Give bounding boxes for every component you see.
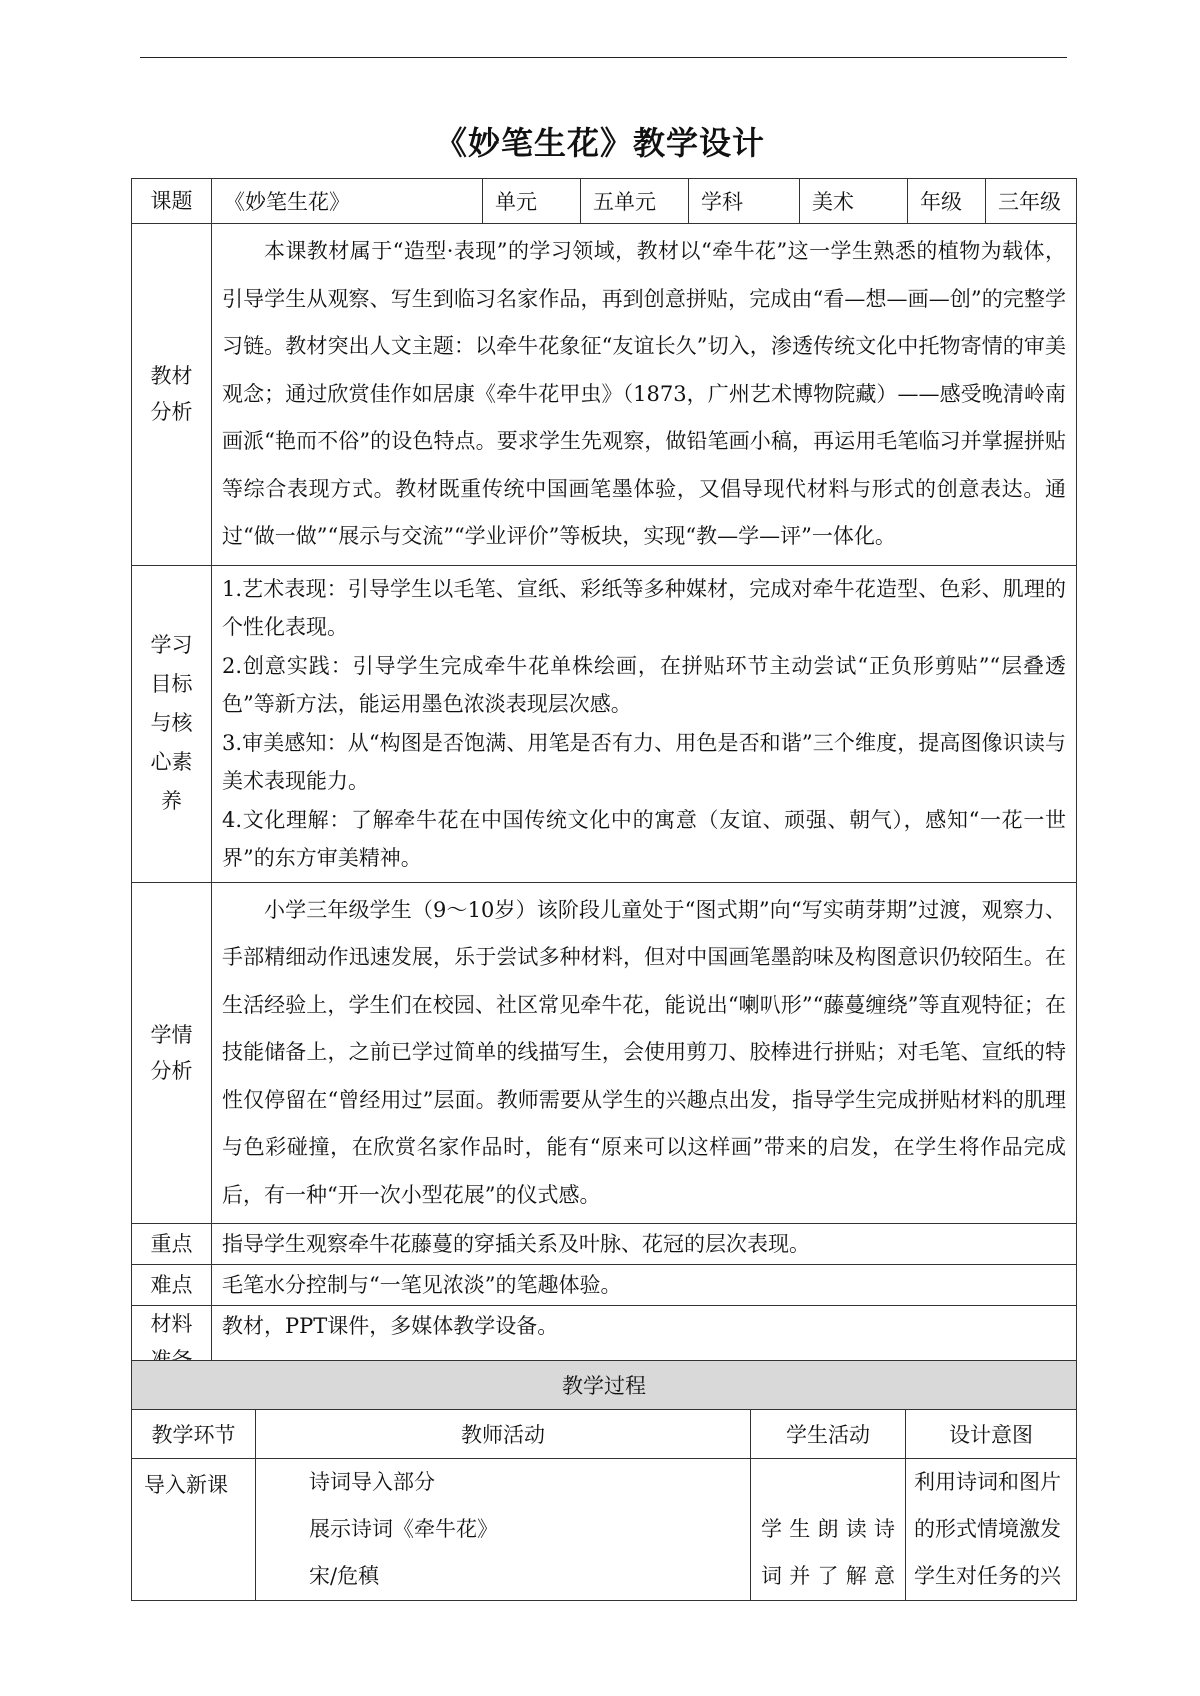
subject-label: 学科 [689, 179, 800, 224]
student-line: 词并了解意 [761, 1564, 895, 1588]
student-line: 学生朗读诗 [761, 1517, 895, 1541]
document-title: 《妙笔生花》教学设计 [434, 124, 765, 162]
process-section-header [132, 1361, 1077, 1410]
difficulty-row [132, 1265, 1077, 1306]
key-point-label: 重点 [132, 1224, 212, 1265]
intent-line: 利用诗词和图片 [914, 1470, 1061, 1494]
stage-cell: 导入新课 [132, 1459, 256, 1601]
teacher-activity-cell [256, 1459, 751, 1601]
teacher-line: 展示诗词《牵牛花》 [309, 1517, 498, 1541]
learning-goals-row [132, 565, 1077, 882]
unit-value: 五单元 [581, 179, 689, 224]
col-student-header: 学生活动 [751, 1410, 906, 1459]
col-teacher-header: 教师活动 [256, 1410, 751, 1459]
process-column-headers [132, 1410, 1077, 1459]
header-rule [140, 57, 1067, 58]
learning-goals-label: 学习目标与核心素养 [132, 565, 212, 882]
lesson-info-table [131, 178, 1077, 1379]
key-point-text: 指导学生观察牵牛花藤蔓的穿插关系及叶脉、花冠的层次表现。 [212, 1224, 1077, 1265]
intent-cell [906, 1459, 1077, 1601]
material-analysis-label: 教材分析 [132, 224, 212, 566]
intent-line: 学生对任务的兴 [914, 1564, 1061, 1588]
material-analysis-row [132, 224, 1077, 566]
teaching-process-table [131, 1360, 1077, 1601]
topic-value: 《妙笔生花》 [212, 179, 483, 224]
grade-value: 三年级 [986, 179, 1077, 224]
unit-label: 单元 [483, 179, 581, 224]
material-analysis-text: 本课教材属于“造型·表现”的学习领域，教材以“牵牛花”这一学生熟悉的植物为载体，引导学生从观察、写生到临习名家作品，再到创意拼贴，完成由“看—想—画—创”的完整学习链。教材突出人文主题：以牵牛花象征“友谊长久”切入，渗透传统文化中托物寄情的审美观念；通过欣赏佳作如居康《牵牛花甲虫》（1873，广州艺术博物院藏）——感受晚清岭南画派“艳而不俗”的设色特点。要求学生先观察，做铅笔画小稿，再运用毛笔临习并掌握拼贴等综合表现方式。教材既重传统中国画笔墨体验，又倡导现代材料与形式的创意表达。通过“做一做”“展示与交流”“学业评价”等板块，实现“教—学—评”一体化。 [212, 224, 1077, 566]
student-analysis-text: 小学三年级学生（9～10岁）该阶段儿童处于“图式期”向“写实萌芽期”过渡，观察力、手部精细动作迅速发展，乐于尝试多种材料，但对中国画笔墨韵味及构图意识仍较陌生。在生活经验上，学生们在校园、社区常见牵牛花，能说出“喇叭形”“藤蔓缠绕”等直观特征；在技能储备上，之前已学过简单的线描写生，会使用剪刀、胶棒进行拼贴；对毛笔、宣纸的特性仅停留在“曾经用过”层面。教师需要从学生的兴趣点出发，指导学生完成拼贴材料的肌理与色彩碰撞，在欣赏名家作品时，能有“原来可以这样画”带来的启发，在学生将作品完成后，有一种“开一次小型花展”的仪式感。 [212, 882, 1077, 1224]
materials-text: 教材，PPT课件，多媒体教学设备。 [212, 1306, 1077, 1379]
goal-item-3: 3.审美感知：从“构图是否饱满、用笔是否有力、用色是否和谐”三个维度，提高图像识读与美术表现能力。 [222, 730, 1066, 793]
student-activity-cell [751, 1459, 906, 1601]
subject-value: 美术 [800, 179, 908, 224]
process-row [132, 1459, 1077, 1601]
materials-label: 材料 [132, 1306, 212, 1379]
info-row [132, 179, 1077, 224]
key-point-row [132, 1224, 1077, 1265]
goal-item-1: 1.艺术表现：引导学生以毛笔、宣纸、彩纸等多种媒材，完成对牵牛花造型、色彩、肌理的个性化表现。 [222, 576, 1066, 639]
learning-goals-list [212, 565, 1077, 882]
teacher-line: 宋/危稹 [309, 1564, 380, 1588]
teacher-line: 诗词导入部分 [309, 1470, 435, 1494]
col-stage-header: 教学环节 [132, 1410, 256, 1459]
intent-line: 的形式情境激发 [914, 1517, 1061, 1541]
topic-label: 课题 [132, 179, 212, 224]
student-analysis-row [132, 882, 1077, 1224]
grade-label: 年级 [908, 179, 986, 224]
process-section-title: 教学过程 [132, 1361, 1077, 1410]
goal-item-2: 2.创意实践：引导学生完成牵牛花单株绘画，在拼贴环节主动尝试“正负形剪贴”“层叠透色”等新方法，能运用墨色浓淡表现层次感。 [222, 653, 1066, 716]
goal-item-4: 4.文化理解：了解牵牛花在中国传统文化中的寓意（友谊、顽强、朝气），感知“一花一世界”的东方审美精神。 [222, 807, 1066, 870]
student-analysis-label: 学情分析 [132, 882, 212, 1224]
difficulty-text: 毛笔水分控制与“一笔见浓淡”的笔趣体验。 [212, 1265, 1077, 1306]
col-intent-header: 设计意图 [906, 1410, 1077, 1459]
difficulty-label: 难点 [132, 1265, 212, 1306]
